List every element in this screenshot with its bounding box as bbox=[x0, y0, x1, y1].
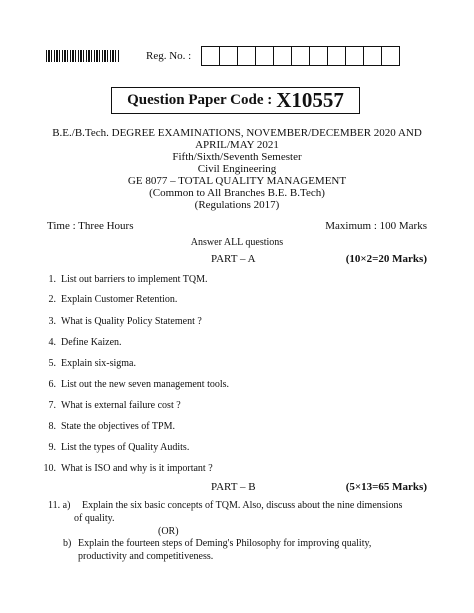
q11a-line2: of quality. bbox=[74, 513, 115, 524]
part-a-title: PART – A bbox=[211, 253, 256, 265]
q11b-number: b) bbox=[63, 538, 72, 549]
question-text: What is external failure cost ? bbox=[61, 400, 181, 411]
question-2 bbox=[40, 293, 177, 306]
q11b-line1: Explain the fourteen steps of Deming's Philosophy for improving quality, bbox=[78, 538, 372, 549]
reg-no-boxes[interactable] bbox=[202, 46, 400, 66]
question-number: 2. bbox=[48, 294, 56, 305]
question-number: 6. bbox=[48, 379, 56, 390]
question-5 bbox=[40, 357, 136, 370]
question-10 bbox=[40, 462, 213, 475]
question-9 bbox=[40, 441, 189, 454]
reg-box[interactable] bbox=[237, 46, 256, 66]
time: Time : Three Hours bbox=[47, 220, 134, 232]
question-paper-code-box bbox=[111, 87, 360, 114]
question-7 bbox=[40, 399, 181, 412]
barcode bbox=[46, 50, 120, 62]
common-note: (Common to All Branches B.E. B.Tech) bbox=[149, 187, 325, 199]
question-number: 10. bbox=[43, 463, 56, 474]
part-b-title: PART – B bbox=[211, 481, 256, 493]
reg-box[interactable] bbox=[273, 46, 292, 66]
question-4 bbox=[40, 336, 122, 349]
max-marks: Maximum : 100 Marks bbox=[325, 220, 427, 232]
question-text: State the objectives of TPM. bbox=[61, 421, 175, 432]
subject: GE 8077 – TOTAL QUALITY MANAGEMENT bbox=[127, 175, 347, 187]
question-text: What is Quality Policy Statement ? bbox=[61, 316, 202, 327]
part-a-marks: (10×2=20 Marks) bbox=[345, 253, 427, 265]
or-label: (OR) bbox=[158, 526, 179, 537]
question-6 bbox=[40, 378, 229, 391]
regulations: (Regulations 2017) bbox=[194, 199, 280, 211]
reg-box[interactable] bbox=[291, 46, 310, 66]
question-8 bbox=[40, 420, 175, 433]
reg-box[interactable] bbox=[363, 46, 382, 66]
question-number: 5. bbox=[48, 358, 56, 369]
exam-title-line1: B.E./B.Tech. DEGREE EXAMINATIONS, NOVEMBER/DECEMBER 2020 AND bbox=[52, 127, 422, 139]
reg-box[interactable] bbox=[345, 46, 364, 66]
reg-box[interactable] bbox=[327, 46, 346, 66]
exam-title-line2: APRIL/MAY 2021 bbox=[195, 139, 279, 151]
q11a-line1: Explain the six basic concepts of TQM. Also, discuss about the nine dimensions bbox=[82, 500, 403, 511]
question-text: Explain Customer Retention. bbox=[61, 294, 178, 305]
question-text: List the types of Quality Audits. bbox=[61, 442, 190, 453]
part-b-marks: (5×13=65 Marks) bbox=[345, 481, 427, 493]
reg-box[interactable] bbox=[219, 46, 238, 66]
qp-code: X10557 bbox=[276, 88, 344, 112]
question-number: 3. bbox=[48, 316, 56, 327]
question-number: 7. bbox=[48, 400, 56, 411]
reg-no-label: Reg. No. : bbox=[146, 50, 192, 62]
question-text: What is ISO and why is it important ? bbox=[61, 463, 213, 474]
reg-box[interactable] bbox=[381, 46, 400, 66]
qp-code-label: Question Paper Code : bbox=[127, 92, 273, 108]
q11a-number: 11. a) bbox=[48, 500, 71, 511]
reg-box[interactable] bbox=[255, 46, 274, 66]
instruction: Answer ALL questions bbox=[190, 237, 284, 248]
question-number: 1. bbox=[48, 274, 56, 285]
question-number: 4. bbox=[48, 337, 56, 348]
semester: Fifth/Sixth/Seventh Semester bbox=[172, 151, 302, 163]
question-number: 9. bbox=[48, 442, 56, 453]
reg-box[interactable] bbox=[309, 46, 328, 66]
reg-box[interactable] bbox=[201, 46, 220, 66]
question-1 bbox=[40, 273, 207, 286]
question-3 bbox=[40, 315, 202, 328]
question-text: Explain six-sigma. bbox=[61, 358, 136, 369]
question-number: 8. bbox=[48, 421, 56, 432]
q11b-line2: productivity and competitiveness. bbox=[78, 551, 214, 562]
question-text: Define Kaizen. bbox=[61, 337, 122, 348]
question-text: List out barriers to implement TQM. bbox=[61, 274, 208, 285]
department: Civil Engineering bbox=[197, 163, 277, 175]
question-text: List out the new seven management tools. bbox=[61, 379, 230, 390]
